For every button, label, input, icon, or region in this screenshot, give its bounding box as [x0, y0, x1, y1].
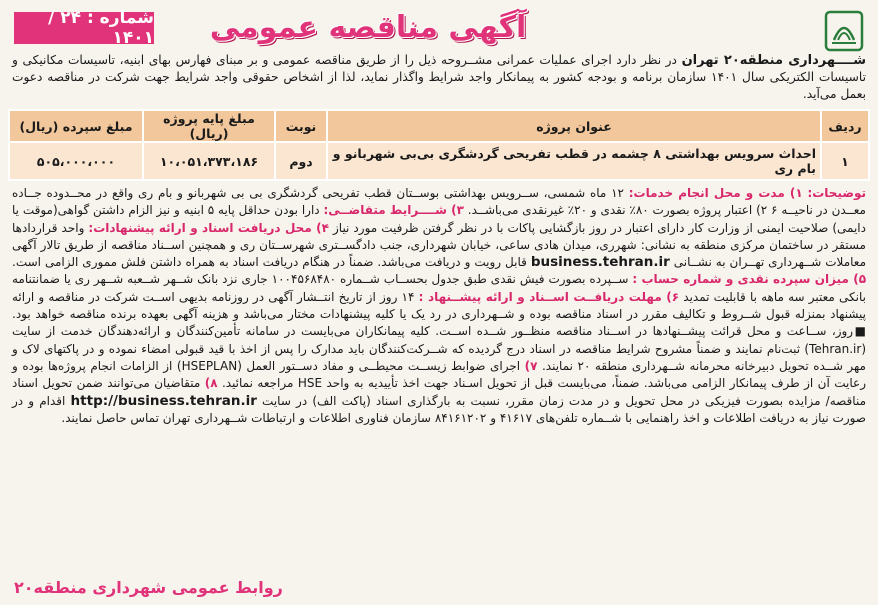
header	[8, 6, 870, 50]
organization-name: شــــهرداری منطقه۲۰ تهران	[681, 53, 866, 68]
note-3-heading: ۳) شــــرایط متقاضــی:	[323, 203, 464, 218]
cell-deposit-amount: ۵۰۵،۰۰۰،۰۰۰	[9, 142, 143, 180]
projects-table	[8, 109, 870, 181]
note-5-heading: ۵) میزان سپرده نقدی و شماره حساب :	[632, 272, 867, 287]
municipality-logo-icon	[824, 10, 864, 52]
note-6-text: ۱۴ روز از تاریخ انتــشار آگهی در روزنامه بدیهی اســت شرکت در مناقصه و ارائه پیشنهاد بمنزله قبول شــروط و تکالیف مقرر در اسناد مناقصه بوده و شــهرداری در رد یک یا کلیه پیشنهادات مختار می‌باشد و هزینه آگهی بعهده برنده مناقصه خواهد بود. ■روز، ســاعت و محل قرائت پیشــنهادها در اســناد مناقصه منظــور شــده اســت. کلیه پیمانکاران می‌بایست در سامانه تأمین‌کنندگان و ارائه‌دهندگان خدمت از سایت (Tehran.ir) ثبت‌نام نمایند و ضمناً مشروح شرایط مناقصه در اسناد درج گردیده که شــرکت‌کنندگان باید مدارک را پس از اخذ با قید قبولی امضاء نموده و در پاکتهای لاک و مهر شــده تحویل دبیرخانه محرمانه شــهرداری منطقه ۲۰ نمایند.	[12, 289, 866, 373]
notes-paragraph	[8, 185, 870, 427]
cell-row-number: ۱	[821, 142, 869, 180]
note-8-end: اقدام و در صورت نیاز به دریافت اطلاعات و اخذ راهنمایی با شــماره تلفن‌های ۴۱۶۱۷ و ۸۴۱۶۱۲۰۲ سازمان فناوری اطلاعات و ارتباطات شــهرداری تهران تماس حاصل نمایند.	[12, 393, 866, 425]
column-header-deposit-amount: مبلغ سپرده (ریال)	[9, 110, 143, 142]
note-4-heading: ۴) محل دریافت اسناد و ارائه پیشنهادات:	[88, 220, 329, 235]
note-7-heading: ۷)	[524, 358, 538, 373]
note-1-heading: ۱) مدت و محل انجام خدمات:	[628, 186, 803, 200]
column-header-base-amount: مبلغ پایه پروژه (ریال)	[143, 110, 275, 142]
note-1-text: ۱۲ ماه شمسی، ســرویس بهداشتی بوســتان قطب تفریحی گردشگری بی بی شهربانو و بام ری واقع در محــدوده جــاده معــدن در ناحیــه ۶	[12, 186, 866, 218]
note-4-text: واحد قراردادها مستقر در ساختمان مرکزی منطقه به نشانی: شهرری، میدان هادی ساعی، خیابان شهرداری، جنب دادگســتری شهرســتان ری و همچنین اســناد مناقصه از طریق تالار آگهی معاملات شــهرداری تهــران به نشــانی	[12, 220, 866, 270]
notice-number: شماره : ۲۴ / ۱۴۰۱	[14, 12, 154, 44]
page-title: آگهی مناقصه عمومی	[209, 9, 527, 45]
cell-base-amount: ۱۰،۰۵۱،۳۷۳،۱۸۶	[143, 142, 275, 180]
column-header-round: نوبت	[275, 110, 327, 142]
table-row	[9, 142, 869, 180]
business-site-link[interactable]: business.tehran.ir	[530, 254, 670, 271]
notes-label: توضیحات:	[807, 186, 866, 200]
intro-text: در نظر دارد اجرای عملیات عمرانی مشــروحه ذیل را از طریق مناقصه عمومی و بر مبنای فهارس بهای ابنیه، تاسیسات مکانیکی و تاسیسات الکتریکی سال ۱۴۰۱ سازمان برنامه و بودجه کشور به پیمانکار واجد شرایط واگذار نماید، لذا از اشخاص حقوقی واجد شرایط جهت شرکت در مناقصه دعوت بعمل می‌آید.	[12, 53, 866, 101]
note-7-text: اجرای ضوابط زیســت محیطــی و مفاد دســتور العمل (HSEPLAN) از الزامات انجام پروژه‌ها بوده و رعایت آن از طرف پیمانکار الزامی می‌باشد. ضمناً، می‌بایست قبل از تحویل اسـناد جهت اخذ تأییدیه به واحد HSE مراجعه نمائید.	[12, 358, 866, 391]
cell-round: دوم	[275, 142, 327, 180]
note-6-heading: ۶) مهلت دریافــت اســناد و ارائه پیشــنهاد :	[418, 289, 680, 304]
footer-signature: روابط عمومی شهرداری منطقه۲۰	[14, 578, 283, 597]
note-8-text: متقاضیان می‌توانند ضمن تحویل اسناد مناقصه/ مزایده بصورت فیزیکی در محل تحویل و در مدت زمان مقرر، نسبت به بارگذاری اسناد (پاکت الف) در سایت	[12, 376, 866, 408]
cell-project-title: احداث سرویس بهداشتی ۸ چشمه در قطب تفریحی گردشگری بی‌بی شهربانو و بام ری	[327, 142, 821, 180]
table-header-row	[9, 110, 869, 142]
note-8-heading: ۸)	[204, 376, 218, 391]
business-site-url-link[interactable]: http://business.tehran.ir	[70, 392, 257, 409]
note-5-text: ســپرده بصورت فیش نقدی طبق جدول بحســاب شــماره ۱۰۰۴۵۶۸۴۸۰ جاری نزد بانک شــهر شــعبه شــهر ری یا ضمانتنامه بانکی معتبر سه ماهه با قابلیت تمدید	[12, 272, 866, 304]
note-3-text: دارا بودن حداقل پایه ۵ ابنیه و نیز الزام داشتن گواهی(موقت یا دایمی) صلاحیت ایمنی از وزارت کار دارای اعتبار در روز بازگشایی پاکات با در نظر گرفتن ظرفیت مورد نیاز	[12, 203, 866, 235]
intro-paragraph	[8, 52, 870, 103]
note-2-text: ۲) اعتبار پروژه بصورت ۸۰٪ نقدی و ۲۰٪ غیرنقدی می‌باشــد.	[463, 203, 768, 218]
column-header-project-title: عنوان پروژه	[327, 110, 821, 142]
column-header-row-number: ردیف	[821, 110, 869, 142]
note-4-end: قابل رویت و دریافت می‌باشد. ضمناً در هنگام دریافت اسناد به همراه داشتن فلش مموری الزامی است.	[12, 255, 531, 270]
